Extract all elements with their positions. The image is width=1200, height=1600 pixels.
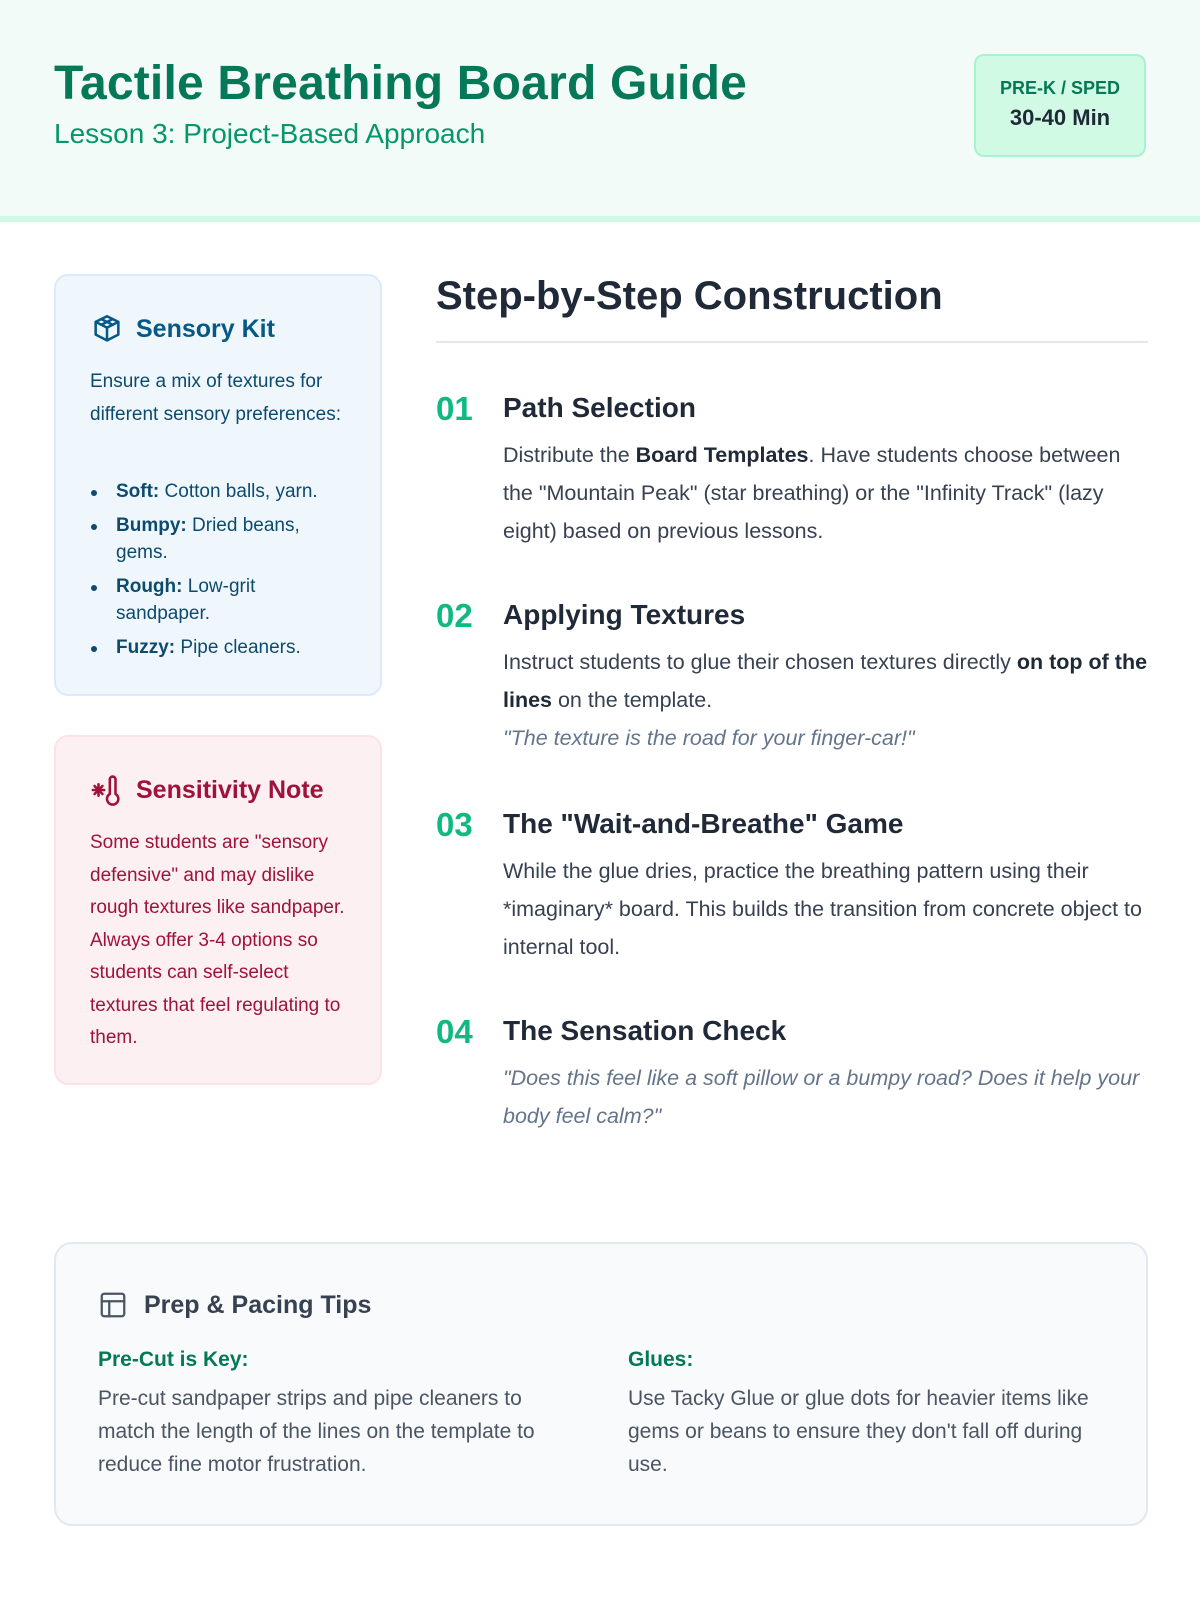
sensitivity-note-card bbox=[54, 735, 382, 1085]
step-title: Path Selection bbox=[503, 392, 696, 423]
step-text: Distribute the bbox=[503, 443, 636, 467]
sensory-kit-card bbox=[54, 274, 382, 696]
texture-text: Pipe cleaners. bbox=[180, 637, 301, 658]
tip-pre-cut bbox=[98, 1348, 578, 1481]
sensory-kit-title: Sensory Kit bbox=[136, 314, 275, 343]
tip-text: Pre-cut sandpaper strips and pipe cleaners to match the length of the lines on the template to reduce fine motor frustration. bbox=[98, 1387, 535, 1476]
step-text: Instruct students to glue their chosen textures directly bbox=[503, 650, 1017, 674]
step-body bbox=[503, 643, 1148, 757]
texture-text: Low-grit sandpaper. bbox=[116, 576, 256, 624]
list-item bbox=[90, 634, 352, 661]
step-number: 03 bbox=[436, 806, 473, 843]
level-time-badge bbox=[974, 54, 1146, 157]
thermometer-snowflake-icon bbox=[90, 773, 124, 807]
sensory-kit-intro: Ensure a mix of textures for different sensory preferences: bbox=[90, 371, 342, 425]
tip-text: Use Tacky Glue or glue dots for heavier items like gems or beans to ensure they don't fall off during use. bbox=[628, 1387, 1089, 1476]
texture-text: Cotton balls, yarn. bbox=[164, 481, 318, 502]
list-item bbox=[90, 512, 352, 566]
texture-label: Fuzzy: bbox=[116, 637, 176, 658]
sensitivity-note-title: Sensitivity Note bbox=[136, 775, 324, 804]
step-body bbox=[503, 436, 1148, 550]
page-subtitle: Lesson 3: Project-Based Approach bbox=[54, 118, 486, 149]
badge-level: PRE-K / SPED bbox=[999, 78, 1121, 98]
texture-label: Bumpy: bbox=[116, 515, 187, 536]
sensory-kit-header bbox=[90, 312, 275, 346]
step-quote: "The texture is the road for your finger-car!" bbox=[503, 726, 915, 750]
section-divider bbox=[436, 341, 1148, 343]
tip-title: Pre-Cut is Key: bbox=[98, 1348, 249, 1371]
step-emphasis: Board Templates bbox=[635, 443, 809, 467]
step-title: Applying Textures bbox=[503, 599, 746, 630]
page-header bbox=[0, 0, 1200, 222]
texture-text: Dried beans, gems. bbox=[116, 515, 300, 563]
step-emphasis: on top of the lines bbox=[503, 650, 1148, 712]
step-number: 04 bbox=[436, 1013, 473, 1050]
sensitivity-note-header bbox=[90, 773, 324, 807]
step-title: The Sensation Check bbox=[503, 1015, 787, 1046]
step-title: The "Wait-and-Breathe" Game bbox=[503, 808, 904, 839]
tips-header bbox=[98, 1290, 371, 1320]
step-number: 02 bbox=[436, 597, 473, 634]
section-title: Step-by-Step Construction bbox=[436, 274, 943, 318]
texture-label: Rough: bbox=[116, 576, 183, 597]
tips-title: Prep & Pacing Tips bbox=[144, 1290, 372, 1319]
page-title: Tactile Breathing Board Guide bbox=[54, 57, 748, 110]
tip-title: Glues: bbox=[628, 1348, 694, 1371]
tip-glues bbox=[628, 1348, 1108, 1481]
step-number: 01 bbox=[436, 390, 473, 427]
step-quote: "Does this feel like a soft pillow or a bumpy road? Does it help your body feel calm?" bbox=[503, 1066, 1140, 1128]
prep-pacing-tips-panel bbox=[54, 1242, 1148, 1526]
texture-label: Soft: bbox=[116, 481, 160, 502]
step-text: on the template. bbox=[552, 688, 713, 712]
list-item bbox=[90, 478, 352, 505]
badge-time: 30-40 Min bbox=[1009, 105, 1111, 130]
step-text: . Have students choose between the "Mountain Peak" (star breathing) or the "Infinity Track" (lazy eight) based on previous lessons. bbox=[503, 443, 1121, 543]
texture-list bbox=[90, 478, 352, 668]
box-icon bbox=[90, 312, 124, 346]
layout-icon bbox=[98, 1290, 128, 1320]
step-body: While the glue dries, practice the breathing pattern using their *imaginary* board. This builds the transition from concrete object to internal tool. bbox=[503, 859, 1142, 959]
list-item bbox=[90, 573, 352, 627]
sensitivity-note-text: Some students are "sensory defensive" and may dislike rough textures like sandpaper. Always offer 3-4 options so students can self-select textures that feel regulating to them. bbox=[90, 832, 345, 1048]
